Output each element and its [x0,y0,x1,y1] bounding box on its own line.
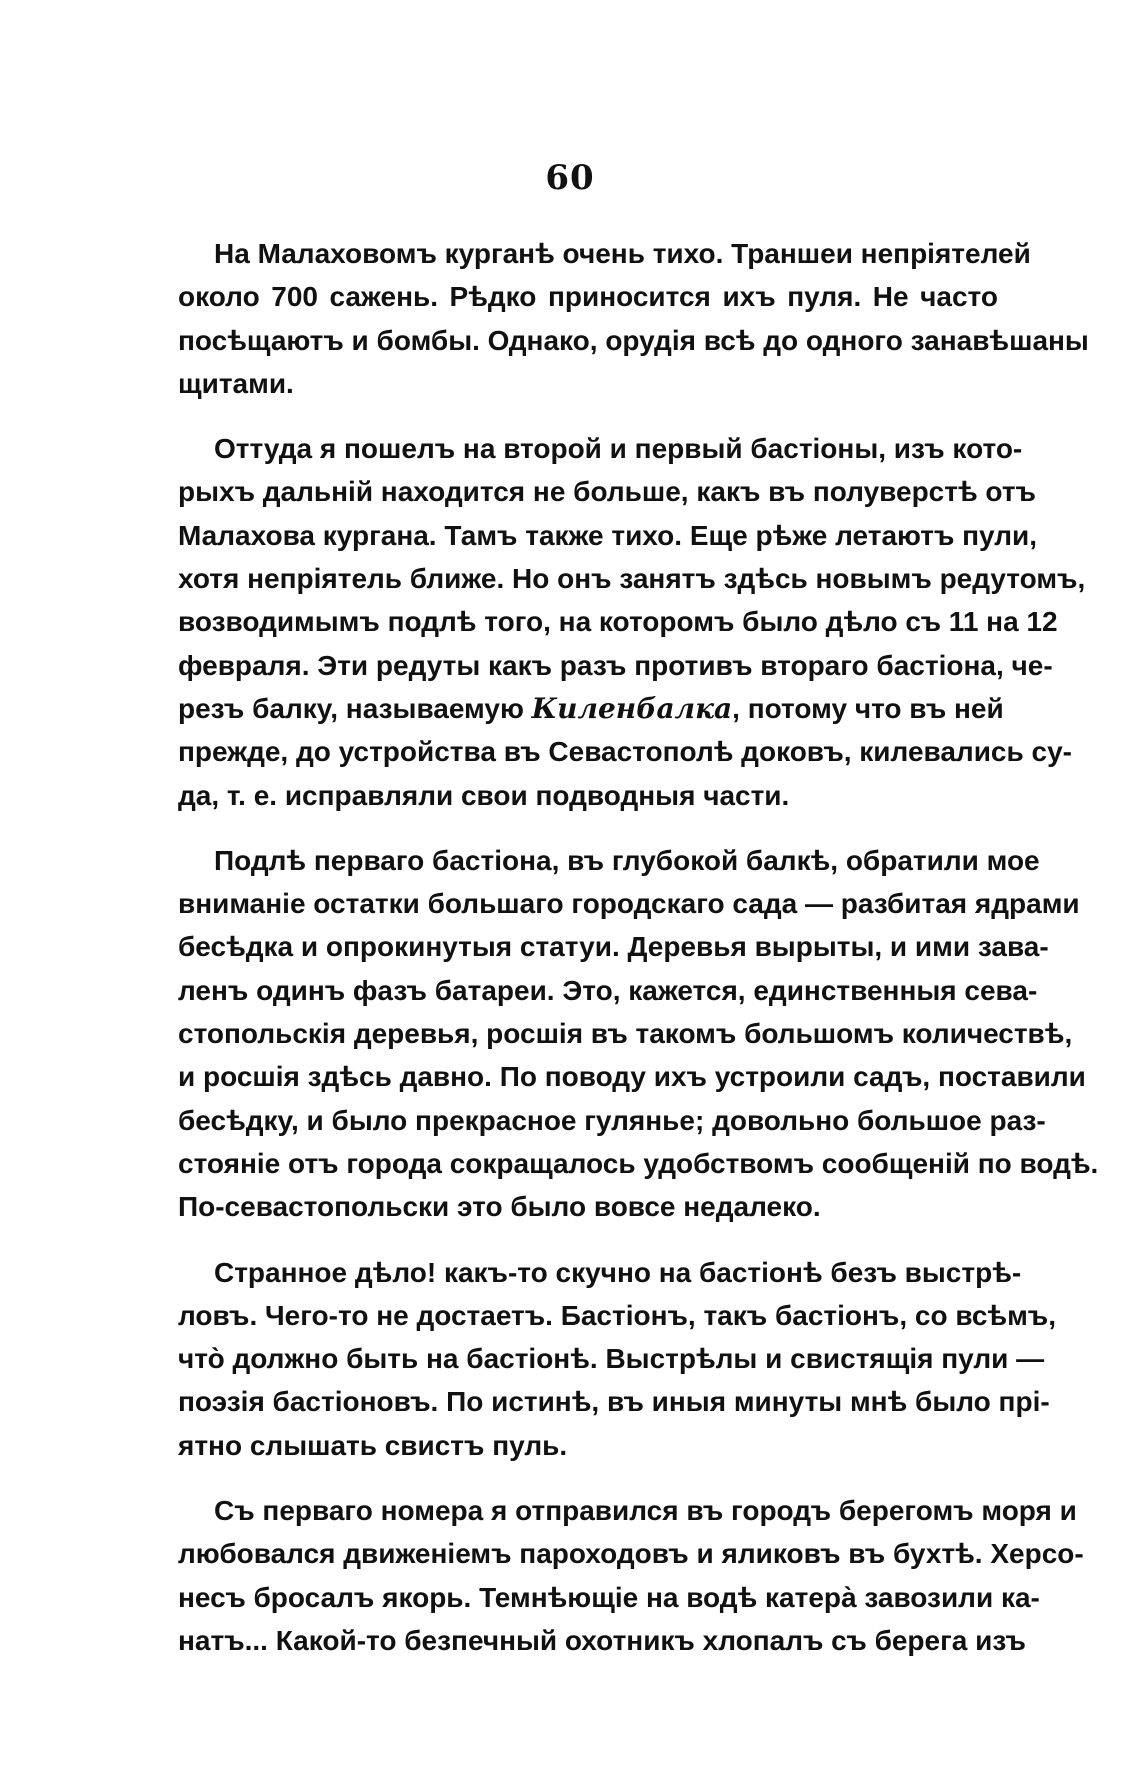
text-line: натъ... Какой-то безпечный охотникъ хлопалъ съ берега изъ [178,1624,1026,1656]
text-line: бесѣдку, и было прекрасное гулянье; довольно большое раз- [178,1104,1046,1136]
text-line: Подлѣ перваго бастіона, въ глубокой балкѣ, обратили мое [214,844,1040,876]
text-line: По-севастопольски это было вовсе недалеко. [178,1191,821,1223]
text-line: около 700 сажень. Рѣдко приносится ихъ пуля. Не часто [178,281,998,313]
text-line: и росшія здѣсь давно. По поводу ихъ устроили садъ, поставили [178,1061,1086,1093]
text-line: Оттуда я пошелъ на второй и первый бастіоны, изъ кото- [214,433,1023,465]
text-line: что̀ должно быть на бастіонѣ. Выстрѣлы и свистящія пули — [178,1343,1045,1375]
text-line: стояніе отъ города сокращалось удобствомъ сообщеній по водѣ. [178,1147,1099,1179]
text-line: возводимымъ подлѣ того, на которомъ было дѣло съ 11 на 12 [178,606,1058,638]
text-line: Малахова кургана. Тамъ также тихо. Еще рѣже летаютъ пули, [178,519,1038,551]
paragraph-2 [178,427,1086,817]
text-line: ленъ одинъ фазъ батареи. Это, кажется, единственныя сева- [178,974,1038,1006]
paragraph-3 [178,839,1099,1229]
text-line: На Малаховомъ курганѣ очень тихо. Траншеи непріятелей [214,238,1031,269]
text-line: февраля. Эти редуты какъ разъ противъ втораго бастіона, че- [178,649,1053,681]
text-line: вниманіе остатки большаго городскаго сада — разбитая ядрами [178,888,1080,920]
text-line: Съ перваго номера я отправился въ городъ берегомъ моря и [214,1495,1077,1527]
page-number: 60 [545,158,595,198]
text-line: хотя непріятель ближе. Но онъ занятъ здѣсь новымъ редутомъ, [178,563,1086,595]
text-line: прежде, до устройства въ Севастополѣ доковъ, килевались су- [178,736,1072,768]
body-text [178,232,1099,1684]
paragraph-1 [178,232,1089,405]
paragraph-5 [178,1489,1084,1662]
text-line: стопольскія деревья, росшія въ такомъ большомъ количествѣ, [178,1018,1073,1050]
text-line: несъ бросалъ якорь. Темнѣющіе на водѣ катера̀ завозили ка- [178,1581,1040,1613]
text-line: любовался движеніемъ пароходовъ и яликовъ въ бухтѣ. Херсо- [178,1538,1084,1570]
text-line: ловъ. Чего-то не достаетъ. Бастіонъ, такъ бастіонъ, со всѣмъ, [178,1299,1056,1331]
text-line: рыхъ дальній находится не больше, какъ въ полуверстѣ отъ [178,476,1036,508]
text-line: да, т. е. исправляли свои подводныя части. [178,779,790,811]
text-line: ятно слышать свистъ пуль. [178,1429,568,1461]
text-line: поэзія бастіоновъ. По истинѣ, въ иныя минуты мнѣ было прі- [178,1386,1050,1418]
text-line: Странное дѣло! какъ-то скучно на бастіонѣ безъ выстрѣ- [214,1256,1022,1288]
text-line: щитами. [178,367,294,399]
paragraph-4 [178,1251,1056,1467]
text-segment: резъ балку, называемую [178,692,532,724]
text-segment: , потому что въ ней [732,692,1004,724]
text-line-with-emphasis [178,687,1004,730]
emphasized-term: Киленбалка [531,691,733,725]
text-line: посѣщаютъ и бомбы. Однако, орудія всѣ до одного занавѣшаны [178,324,1089,356]
text-line: бесѣдка и опрокинутыя статуи. Деревья вырыты, и ими зава- [178,931,1049,963]
